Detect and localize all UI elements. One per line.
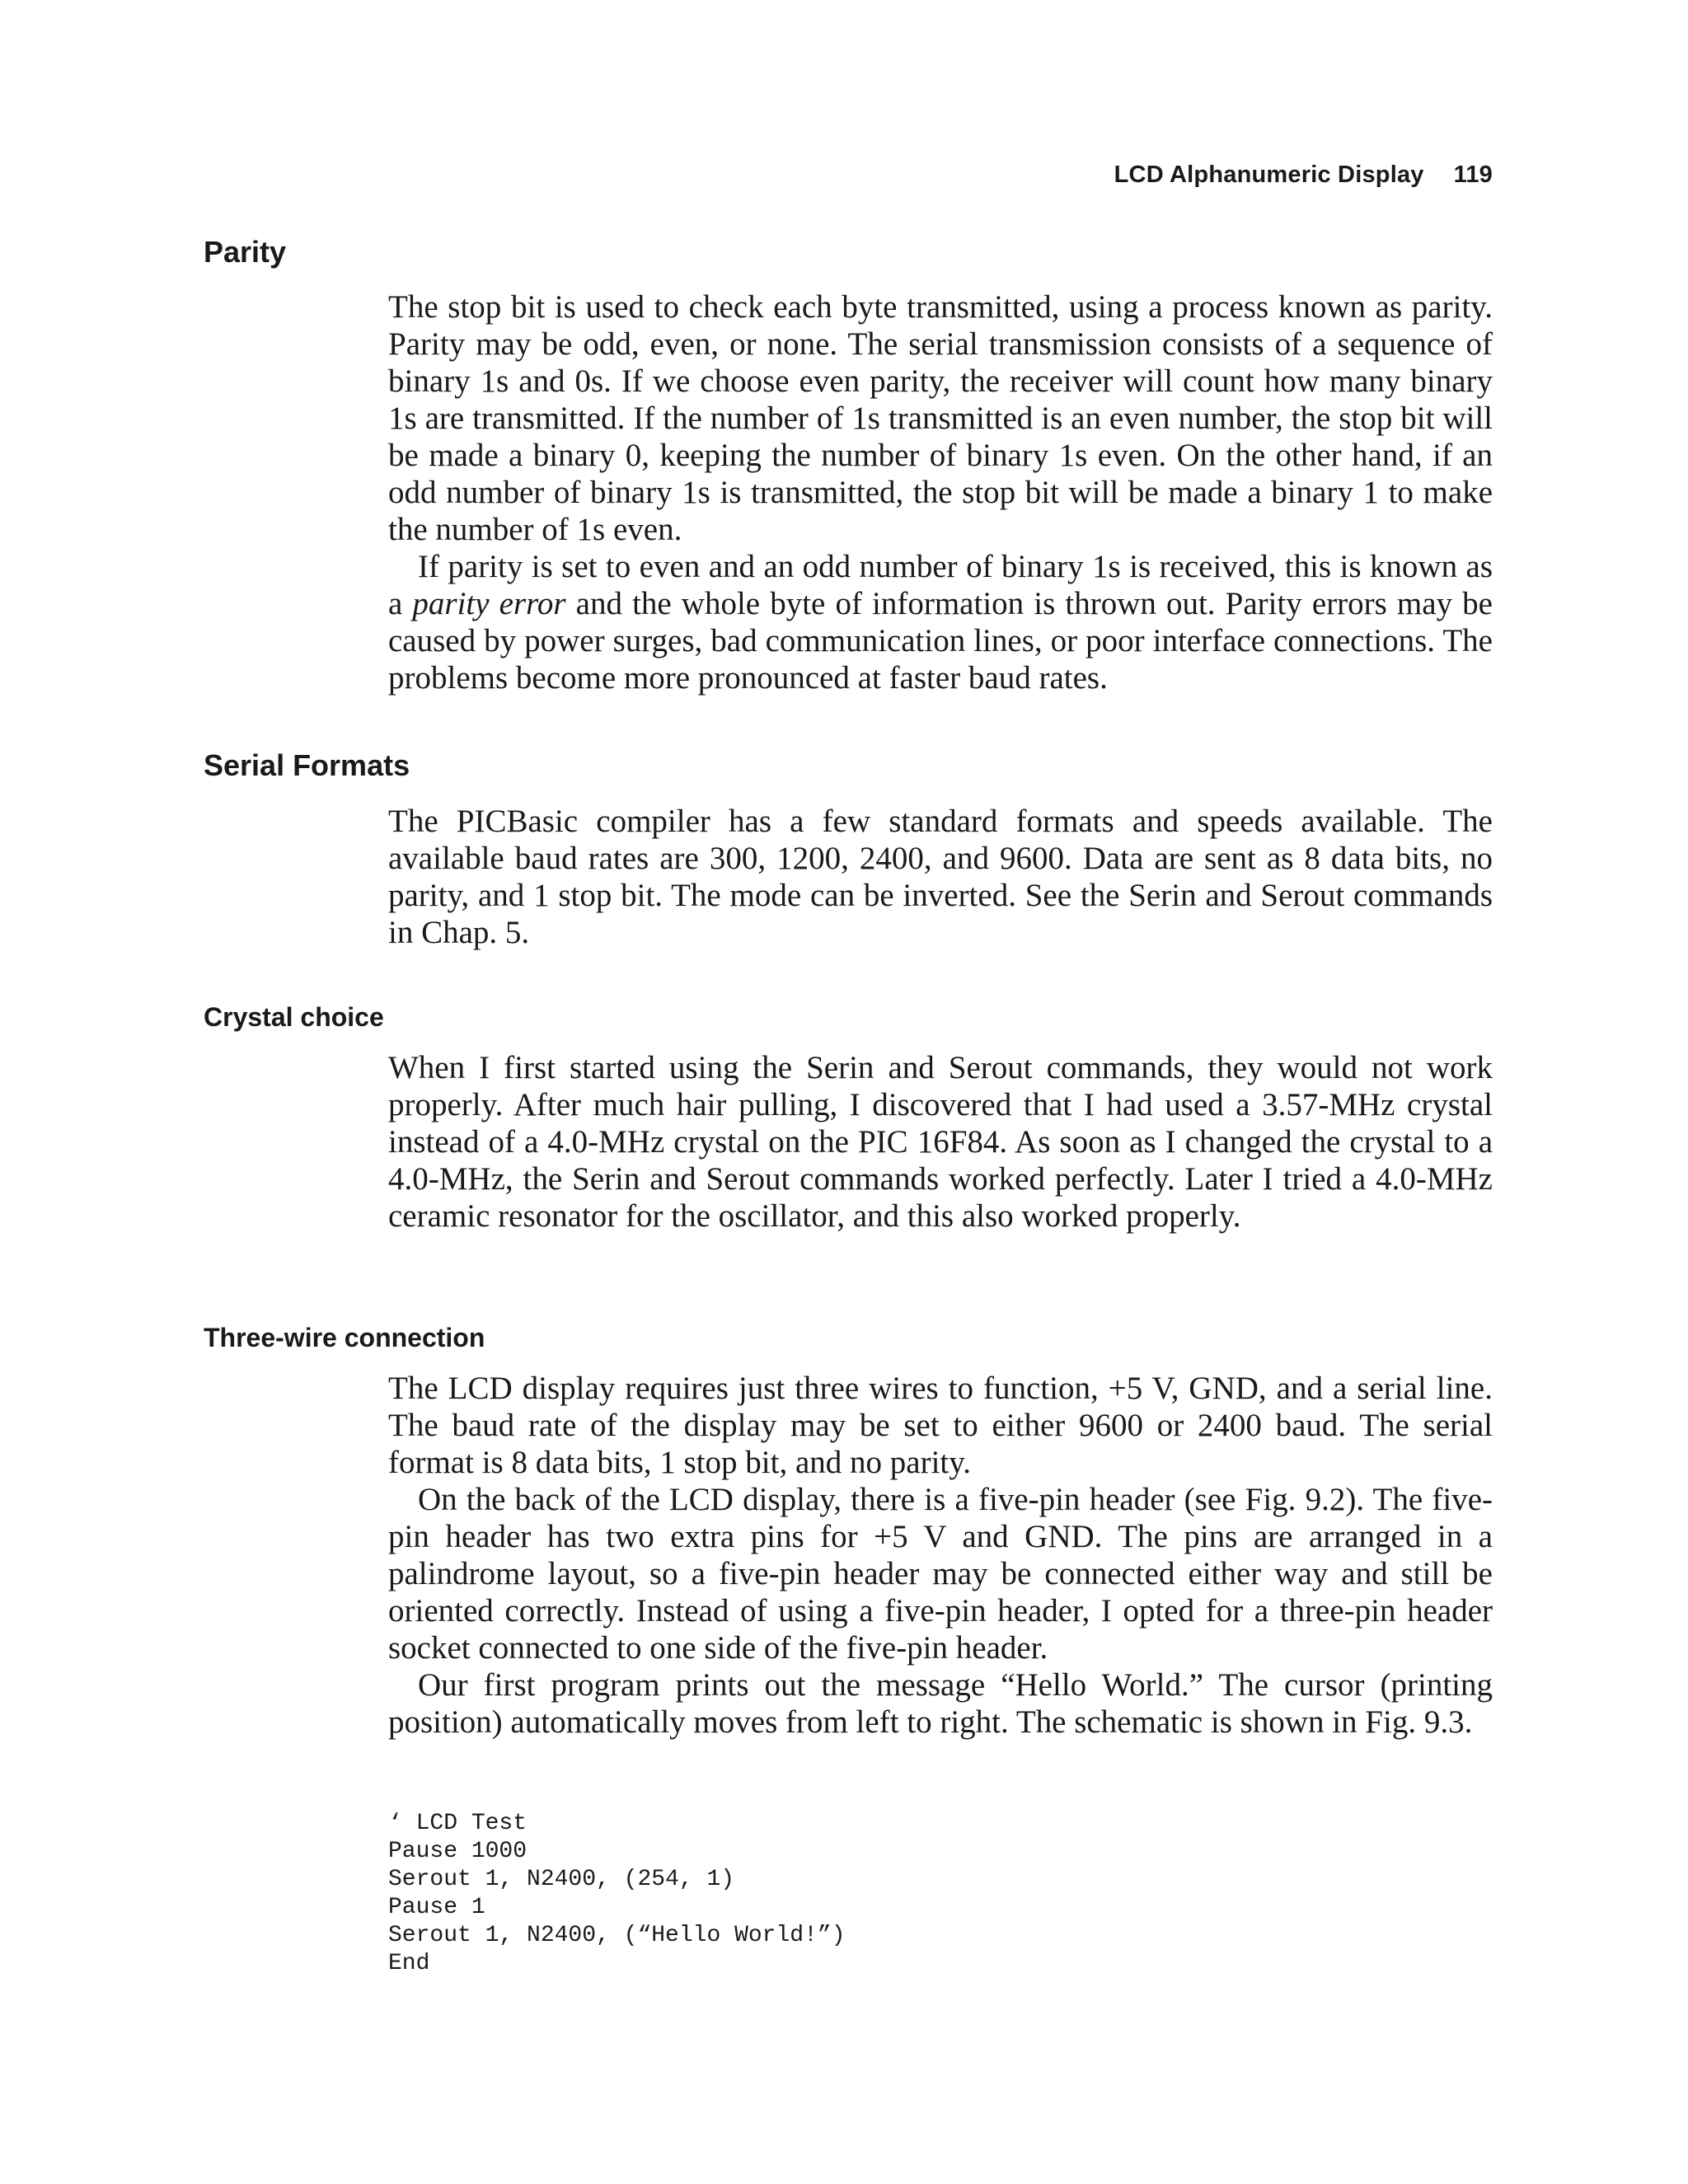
heading-parity: Parity [204, 235, 287, 269]
section-parity-body [388, 288, 1493, 696]
running-head-title: LCD Alphanumeric Display [1114, 162, 1424, 188]
paragraph-text: and the whole byte of information is thrown out. Parity errors may be caused by power surges, bad communication lines, or poor interface connections. The problems become more pronounced at faster baud rates. [388, 586, 1493, 696]
code-line: End [388, 1951, 430, 1976]
code-line: ‘ LCD Test [388, 1811, 528, 1836]
paragraph: On the back of the LCD display, there is a five-pin header (see Fig. 9.2). The five-pin header has two extra pins for +5 V and GND. The pins are arranged in a palindrome layout, so a five-pin header may be connected either way and still be oriented correctly. Instead of using a five-pin header, I opted for a three-pin header socket connected to one side of the five-pin header. [388, 1482, 1493, 1666]
paragraph: The LCD display requires just three wires to function, +5 V, GND, and a serial line. The baud rate of the display may be set to either 9600 or 2400 baud. The serial format is 8 data bits, 1 stop bit, and no parity. [388, 1371, 1493, 1480]
code-line: Serout 1, N2400, (254, 1) [388, 1867, 735, 1892]
heading-serial-formats: Serial Formats [204, 748, 410, 782]
paragraph: Our first program prints out the message “Hello World.” The cursor (printing position) automatically moves from left to right. The schematic is shown in Fig. 9.3. [388, 1667, 1493, 1740]
section-crystal-choice-body [388, 1049, 1493, 1235]
paragraph [388, 548, 1493, 696]
section-serial-formats-body [388, 803, 1493, 951]
code-line: Pause 1 [388, 1895, 485, 1920]
heading-crystal-choice: Crystal choice [204, 1002, 384, 1032]
page-number: 119 [1453, 162, 1493, 188]
paragraph: The PICBasic compiler has a few standard formats and speeds available. The available baud rates are 300, 1200, 2400, and 9600. Data are sent as 8 data bits, no parity, and 1 stop bit. The mode can be inverted. See the Serin and Serout commands in Chap. 5. [388, 804, 1493, 950]
code-listing [388, 1810, 846, 1978]
heading-three-wire-connection: Three-wire connection [204, 1323, 485, 1352]
paragraph: The stop bit is used to check each byte transmitted, using a process known as parity. Parity may be odd, even, or none. The serial transmission consists of a sequence of binary 1s and 0s. If we choose even parity, the receiver will count how many binary 1s are transmitted. If the number of 1s transmitted is an even number, the stop bit will be made a binary 0, keeping the number of binary 1s even. On the other hand, if an odd number of binary 1s is transmitted, the stop bit will be made a binary 1 to make the number of 1s even. [388, 289, 1493, 547]
code-line: Pause 1000 [388, 1839, 528, 1864]
paragraph-text: If parity is set to even and an odd number of binary 1s is received, this is known as a [388, 549, 1493, 621]
code-line: Serout 1, N2400, (“Hello World!”) [388, 1923, 846, 1948]
emphasis-term: parity error [412, 586, 566, 621]
running-head [1114, 162, 1493, 189]
section-three-wire-body [388, 1370, 1493, 1741]
paragraph: When I first started using the Serin and Serout commands, they would not work properly. After much hair pulling, I discovered that I had used a 3.57-​MHz crystal instead of a 4.0-MHz crystal on the PIC 16F84. As soon as I changed the crystal to a 4.0-MHz, the Serin and Serout commands worked perfectly. Later I tried a 4.0-MHz ceramic resonator for the oscillator, and this also worked properly. [388, 1050, 1493, 1234]
